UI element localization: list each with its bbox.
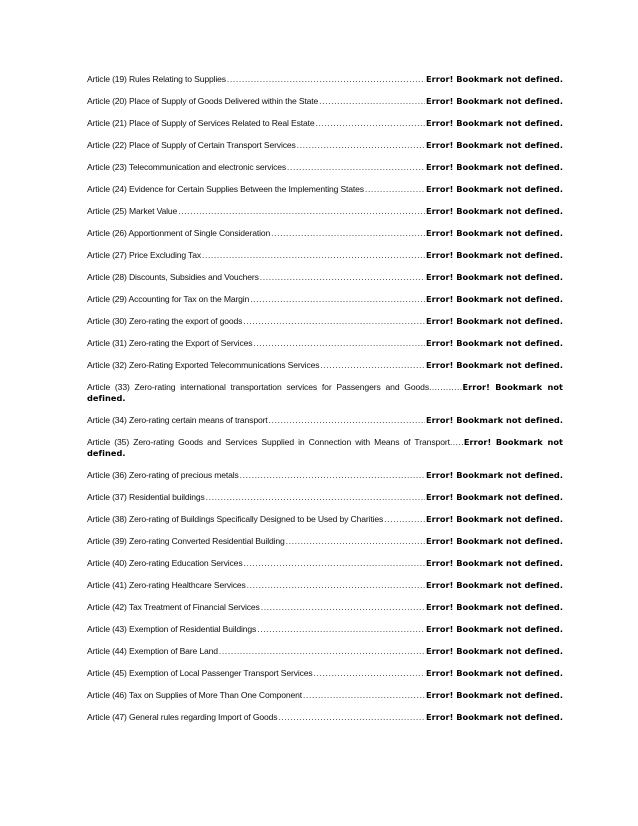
toc-entry-page-ref: Error! Bookmark not defined. [426,162,563,172]
toc-entry-page-ref: Error! Bookmark not defined. [426,74,563,84]
toc-entry-page-ref: Error! Bookmark not defined. [426,602,563,612]
toc-entry-title: Article (23) Telecommunication and electronic services [87,162,287,172]
toc-entry-title: Article (31) Zero-rating the Export of Services [87,338,253,348]
toc-entry-page-ref: Error! Bookmark not defined. [87,382,563,403]
toc-entry-page-ref: Error! Bookmark not defined. [426,96,563,106]
toc-entry-leader [278,712,425,723]
toc-entry-leader [257,624,425,635]
toc-entry[interactable] [87,415,563,426]
toc-entry-title: Article (21) Place of Supply of Services Related to Real Estate [87,118,315,128]
toc-entry-title: Article (28) Discounts, Subsidies and Vouchers [87,272,259,282]
toc-entry-page-ref: Error! Bookmark not defined. [426,668,563,678]
toc-entry-page-ref: Error! Bookmark not defined. [426,536,563,546]
toc-entry-page-ref: Error! Bookmark not defined. [426,415,563,425]
toc-entry-leader [271,228,425,239]
toc-entry-page-ref: Error! Bookmark not defined. [87,437,564,458]
toc-entry-leader [253,338,425,349]
toc-entry-leader: ..... [449,437,464,447]
toc-entry[interactable] [87,250,563,261]
toc-entry-page-ref: Error! Bookmark not defined. [426,250,563,260]
toc-entry-page-ref: Error! Bookmark not defined. [426,514,563,524]
toc-entry[interactable] [87,712,563,723]
toc-entry-title: Article (45) Exemption of Local Passenger Transport Services [87,668,313,678]
toc-entry-title: Article (40) Zero-rating Education Services [87,558,243,568]
toc-entry-title: Article (46) Tax on Supplies of More Than One Component [87,690,302,700]
toc-entry-leader [320,360,425,371]
toc-entry-page-ref: Error! Bookmark not defined. [426,360,563,370]
toc-entry[interactable] [87,382,563,404]
toc-entry-leader [287,162,425,173]
toc-entry[interactable] [87,74,563,85]
toc-entry-leader [319,96,425,107]
toc-entry[interactable] [87,96,563,107]
toc-entry-title: Article (43) Exemption of Residential Buildings [87,624,257,634]
toc-entry-title: Article (22) Place of Supply of Certain Transport Services [87,140,296,150]
toc-entry[interactable] [87,646,563,657]
toc-entry-page-ref: Error! Bookmark not defined. [426,470,563,480]
toc-entry-leader [365,184,425,195]
toc-entry-page-ref: Error! Bookmark not defined. [426,712,563,722]
toc-entry[interactable] [87,470,563,481]
toc-entry[interactable] [87,536,563,547]
toc-entry-title: Article (42) Tax Treatment of Financial Services [87,602,260,612]
toc-entry[interactable] [87,162,563,173]
toc-entry-title: Article (36) Zero-rating of precious metals [87,470,239,480]
toc-entry-leader [297,140,425,151]
toc-entry[interactable] [87,118,563,129]
toc-entry[interactable] [87,690,563,701]
toc-entry-title: Article (24) Evidence for Certain Supplies Between the Implementing States [87,184,364,194]
toc-entry-title: Article (33) Zero-rating international transportation services for Passengers and Goods [87,382,430,392]
toc-entry[interactable] [87,558,563,569]
toc-entry-page-ref: Error! Bookmark not defined. [426,492,563,502]
toc-entry-leader [286,536,425,547]
toc-entry-leader [384,514,425,525]
toc-entry-page-ref: Error! Bookmark not defined. [426,140,563,150]
toc-entry-page-ref: Error! Bookmark not defined. [426,338,563,348]
toc-entry-leader [260,272,425,283]
toc-entry-title: Article (25) Market Value [87,206,178,216]
toc-entry-title: Article (47) General rules regarding Import of Goods [87,712,278,722]
toc-entry-leader: ............ [429,382,463,392]
toc-entry-title: Article (32) Zero-Rating Exported Telecommunications Services [87,360,320,370]
toc-entry[interactable] [87,360,563,371]
toc-entry-page-ref: Error! Bookmark not defined. [426,184,563,194]
toc-entry-title: Article (27) Price Excluding Tax [87,250,201,260]
toc-entry[interactable] [87,580,563,591]
toc-entry-leader [247,580,425,591]
toc-entry-leader [178,206,425,217]
toc-entry-title: Article (30) Zero-rating the export of goods [87,316,243,326]
toc-entry-page-ref: Error! Bookmark not defined. [426,624,563,634]
toc-entry-page-ref: Error! Bookmark not defined. [426,272,563,282]
toc-entry-title: Article (29) Accounting for Tax on the Margin [87,294,250,304]
toc-entry-leader [227,74,425,85]
toc-entry[interactable] [87,668,563,679]
toc-entry-title: Article (39) Zero-rating Converted Residential Building [87,536,285,546]
toc-entry-page-ref: Error! Bookmark not defined. [426,316,563,326]
toc-entry-leader [303,690,425,701]
toc-entry[interactable] [87,272,563,283]
toc-entry[interactable] [87,492,563,503]
toc-entry-title: Article (37) Residential buildings [87,492,205,502]
toc-entry-leader [206,492,425,503]
toc-entry[interactable] [87,437,563,459]
toc-entry-title: Article (44) Exemption of Bare Land [87,646,218,656]
toc-entry-leader [314,668,425,679]
toc-entry-title: Article (35) Zero-rating Goods and Services Supplied in Connection with Means of Transport [87,437,450,447]
toc-entry-leader [243,558,425,569]
toc-entry-leader [202,250,425,261]
toc-entry-leader [240,470,425,481]
toc-entry-leader [250,294,425,305]
toc-entry-page-ref: Error! Bookmark not defined. [426,206,563,216]
toc-entry[interactable] [87,338,563,349]
toc-entry[interactable] [87,140,563,151]
toc-entry-title: Article (34) Zero-rating certain means of transport [87,415,268,425]
toc-entry-leader [269,415,425,426]
toc-entry-title: Article (20) Place of Supply of Goods Delivered within the State [87,96,319,106]
toc-entry-leader [243,316,425,327]
toc-entry[interactable] [87,514,563,525]
toc-entry[interactable] [87,294,563,305]
toc-entry-page-ref: Error! Bookmark not defined. [426,118,563,128]
toc-entry-title: Article (38) Zero-rating of Buildings Specifically Designed to be Used by Charities [87,514,384,524]
toc-entry[interactable] [87,624,563,635]
toc-entry-page-ref: Error! Bookmark not defined. [426,580,563,590]
toc-entry[interactable] [87,206,563,217]
toc-entry[interactable] [87,602,563,613]
toc-entry-page-ref: Error! Bookmark not defined. [426,646,563,656]
toc-entry[interactable] [87,228,563,239]
toc-entry-leader [261,602,425,613]
toc-entry-leader [219,646,425,657]
toc-entry-page-ref: Error! Bookmark not defined. [426,690,563,700]
toc-entry-title: Article (19) Rules Relating to Supplies [87,74,226,84]
toc-entry-title: Article (26) Apportionment of Single Consideration [87,228,271,238]
toc-entry-leader [315,118,425,129]
toc-entry-title: Article (41) Zero-rating Healthcare Services [87,580,246,590]
toc-entry[interactable] [87,184,563,195]
toc-entry-page-ref: Error! Bookmark not defined. [426,228,563,238]
table-of-contents [87,74,563,734]
toc-entry-page-ref: Error! Bookmark not defined. [426,294,563,304]
toc-entry-page-ref: Error! Bookmark not defined. [426,558,563,568]
toc-entry[interactable] [87,316,563,327]
